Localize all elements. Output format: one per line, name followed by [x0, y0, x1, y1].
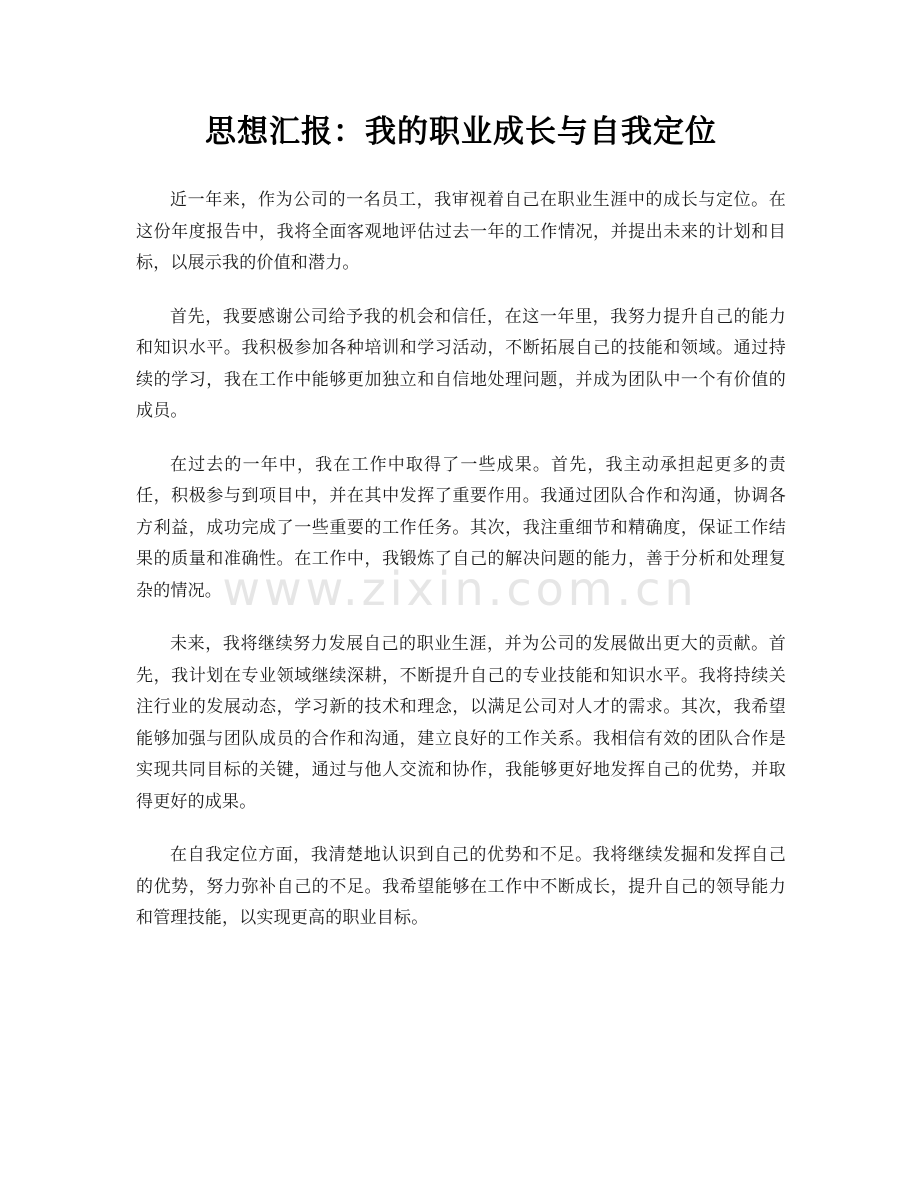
paragraph-5: 在自我定位方面，我清楚地认识到自己的优势和不足。我将继续发掘和发挥自己的优势，努力弥补自己的不足。我希望能够在工作中不断成长，提升自己的领导能力和管理技能，以实现更高的职业目标。 — [136, 845, 786, 928]
document-title: 思想汇报：我的职业成长与自我定位 — [205, 114, 717, 150]
document-body — [136, 185, 786, 935]
paragraph-2: 首先，我要感谢公司给予我的机会和信任，在这一年里，我努力提升自己的能力和知识水平。我积极参加各种培训和学习活动，不断拓展自己的技能和领域。通过持续的学习，我在工作中能够更加独立和自信地处理问题，并成为团队中一个有价值的成员。 — [136, 306, 786, 421]
watermark-text: www.zixin.com.cn — [222, 562, 698, 616]
paragraph-1: 近一年来，作为公司的一名员工，我审视着自己在职业生涯中的成长与定位。在这份年度报告中，我将全面客观地评估过去一年的工作情况，并提出未来的计划和目标，以展示我的价值和潜力。 — [136, 190, 786, 273]
paragraph-3: 在过去的一年中，我在工作中取得了一些成果。首先，我主动承担起更多的责任，积极参与到项目中，并在其中发挥了重要作用。我通过团队合作和沟通，协调各方利益，成功完成了一些重要的工作任务。其次，我注重细节和精确度，保证工作结果的质量和准确性。在工作中，我锻炼了自己的解决问题的能力，善于分析和处理复杂的情况。 — [136, 454, 786, 601]
paragraph-4: 未来，我将继续努力发展自己的职业生涯，并为公司的发展做出更大的贡献。首先，我计划在专业领域继续深耕，不断提升自己的专业技能和知识水平。我将持续关注行业的发展动态，学习新的技术和理念，以满足公司对人才的需求。其次，我希望能够加强与团队成员的合作和沟通，建立良好的工作关系。我相信有效的团队合作是实现共同目标的关键，通过与他人交流和协作，我能够更好地发挥自己的优势，并取得更好的成果。 — [136, 634, 786, 812]
